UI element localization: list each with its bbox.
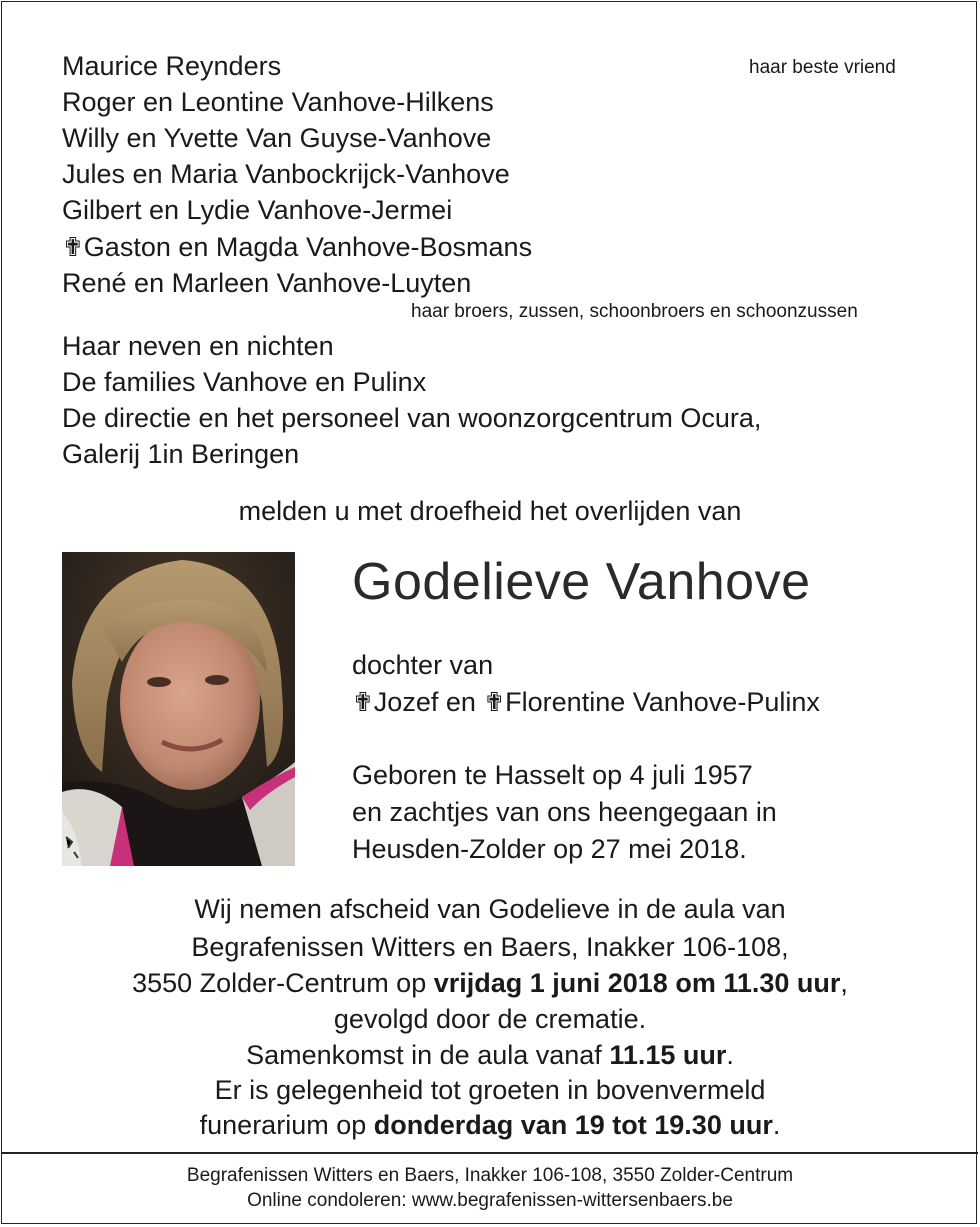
announcement: melden u met droefheid het overlijden van: [238, 496, 742, 526]
siblings-role: haar broers, zussen, schoonbroers en schoonzussen: [411, 301, 858, 322]
gathering-time: 11.15 uur: [609, 1040, 727, 1070]
ceremony-line: Begrafenissen Witters en Baers, Inakker 106-108,: [191, 932, 789, 962]
daughter-of-label: dochter van: [352, 650, 494, 680]
visitation-time: donderdag van 19 tot 19.30 uur: [373, 1110, 773, 1140]
footer-address: Begrafenissen Witters en Baers, Inakker 106-108, 3550 Zolder-Centrum: [186, 1165, 794, 1186]
mourner-line: Maurice Reynders: [62, 51, 282, 81]
ceremony-line: Er is gelegenheid tot groeten in bovenvermeld: [214, 1075, 766, 1105]
other-mourner-line: De directie en het personeel van woonzorgcentrum Ocura,: [62, 403, 762, 433]
cross-icon: ✟: [352, 687, 374, 717]
death-line: en zachtjes van ons heengegaan in: [352, 797, 777, 827]
cross-icon: ✟: [483, 687, 506, 717]
sibling-line: Willy en Yvette Van Guyse-Vanhove: [62, 123, 492, 153]
sibling-line: Jules en Maria Vanbockrijck-Vanhove: [62, 159, 510, 189]
deceased-name: Godelieve Vanhove: [352, 553, 811, 611]
mourner-role: haar beste vriend: [749, 57, 896, 78]
sibling-line: Gilbert en Lydie Vanhove-Jermei: [62, 195, 453, 225]
ceremony-date: vrijdag 1 juni 2018 om 11.30 uur: [433, 968, 841, 998]
ceremony-line: gevolgd door de crematie.: [333, 1004, 647, 1034]
other-mourner-line: Galerij 1in Beringen: [62, 439, 300, 469]
footer-divider: [2, 1152, 978, 1154]
ceremony-line: funerarium op donderdag van 19 tot 19.30 uur.: [199, 1110, 781, 1140]
birth-line: Geboren te Hasselt op 4 juli 1957: [352, 760, 753, 790]
sibling-line: Roger en Leontine Vanhove-Hilkens: [62, 87, 494, 117]
sibling-line: René en Marleen Vanhove-Luyten: [62, 268, 472, 298]
ceremony-line: Samenkomst in de aula vanaf 11.15 uur.: [246, 1040, 734, 1070]
footer-condolence-link[interactable]: Online condoleren: www.begrafenissen-wittersenbaers.be: [247, 1190, 733, 1211]
ceremony-line: 3550 Zolder-Centrum op vrijdag 1 juni 2018 om 11.30 uur,: [132, 968, 848, 998]
portrait-photo: [62, 552, 295, 866]
ceremony-line: Wij nemen afscheid van Godelieve in de aula van: [194, 894, 786, 924]
other-mourner-line: De families Vanhove en Pulinx: [62, 367, 427, 397]
death-line: Heusden-Zolder op 27 mei 2018.: [352, 834, 747, 864]
other-mourner-line: Haar neven en nichten: [62, 331, 334, 361]
sibling-line: ✟Gaston en Magda Vanhove-Bosmans: [62, 232, 533, 262]
parents-line: ✟Jozef en ✟Florentine Vanhove-Pulinx: [352, 687, 820, 717]
cross-icon: ✟: [62, 232, 84, 262]
